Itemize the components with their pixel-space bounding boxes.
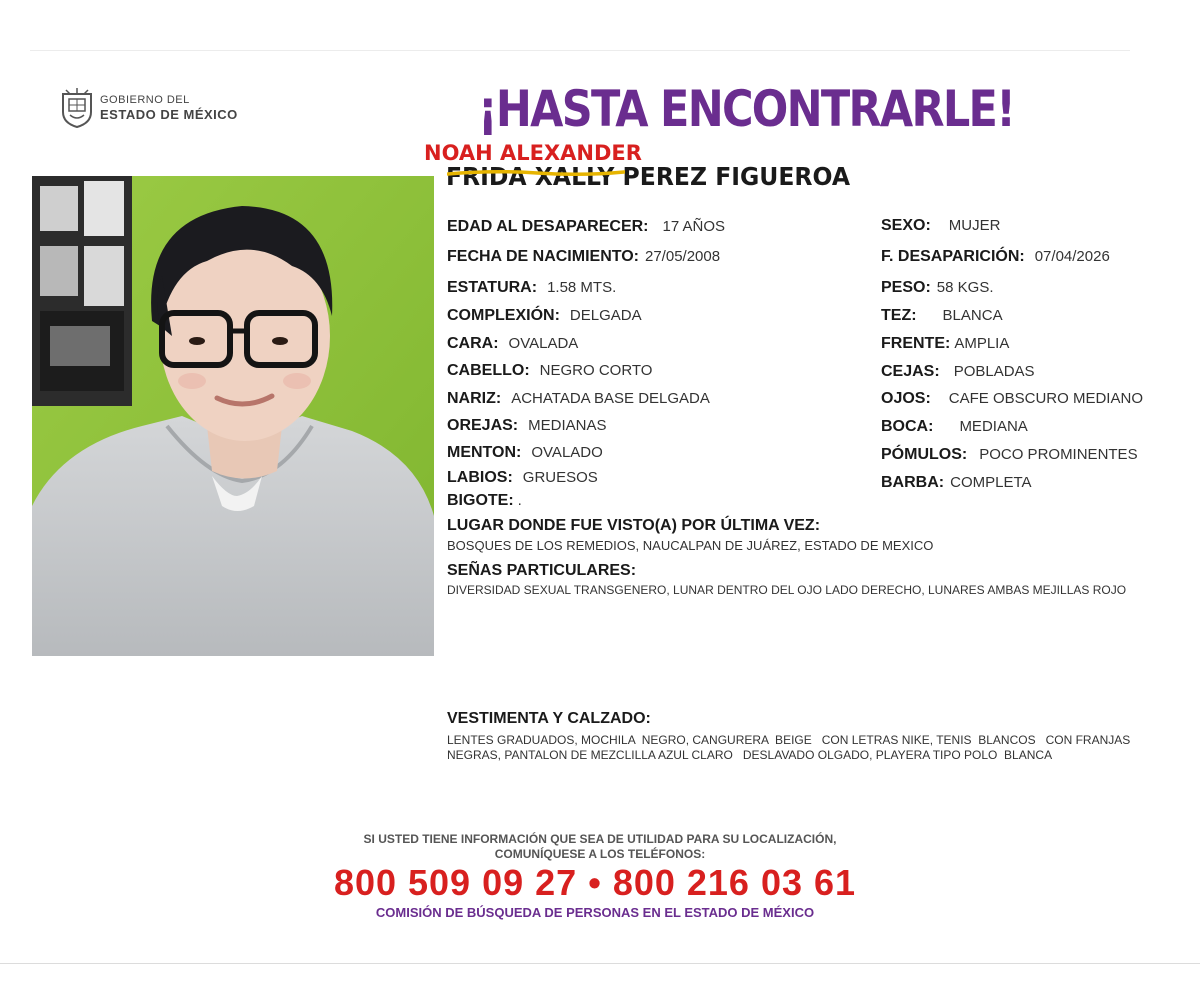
- field-label: ESTATURA:: [447, 279, 538, 296]
- particular-marks-text: DIVERSIDAD SEXUAL TRANSGENERO, LUNAR DENTRO DEL OJO LADO DERECHO, LUNARES AMBAS MEJILLAS ROJO: [447, 583, 1127, 597]
- field-complexion: [447, 307, 642, 325]
- field-value: DELGADA: [569, 307, 642, 324]
- field-value: AMPLIA: [954, 335, 1010, 352]
- particular-marks-title: SEÑAS PARTICULARES:: [447, 562, 637, 579]
- field-value: .: [517, 492, 522, 509]
- field-value: NEGRO CORTO: [539, 362, 653, 379]
- clothing-line2: NEGRAS, PANTALON DE MEZCLILLA AZUL CLARO DESLAVADO OLGADO, PLAYERA TIPO POLO BLANCA: [447, 748, 1053, 762]
- field-label: FECHA DE NACIMIENTO:: [447, 248, 639, 265]
- field-fecha-desaparicion: [881, 248, 1110, 266]
- field-value: 58 KGS.: [936, 279, 994, 296]
- field-value: 07/04/2026: [1034, 248, 1110, 265]
- field-label: FRENTE:: [881, 335, 951, 352]
- logo-line1: GOBIERNO DEL: [100, 94, 190, 106]
- field-barba: [881, 474, 1032, 492]
- last-seen-title: LUGAR DONDE FUE VISTO(A) POR ÚLTIMA VEZ:: [447, 517, 821, 534]
- last-seen-text: BOSQUES DE LOS REMEDIOS, NAUCALPAN DE JUÁREZ, ESTADO DE MEXICO: [447, 538, 934, 553]
- field-value: POBLADAS: [953, 363, 1035, 380]
- field-label: BARBA:: [881, 474, 945, 491]
- logo-line2: ESTADO DE MÉXICO: [100, 107, 238, 122]
- field-label: CARA:: [447, 335, 499, 352]
- field-label: BOCA:: [881, 418, 934, 435]
- field-cabello: [447, 362, 652, 380]
- field-edad: [447, 218, 725, 236]
- field-label: NARIZ:: [447, 390, 502, 407]
- field-value: POCO PROMINENTES: [979, 446, 1138, 463]
- field-frente: [881, 335, 1009, 353]
- field-value: 17 AÑOS: [662, 218, 726, 235]
- field-value: GRUESOS: [522, 469, 598, 486]
- field-cejas: [881, 363, 1035, 381]
- field-peso: [881, 279, 994, 297]
- field-pomulos: [881, 446, 1138, 464]
- government-logo: [60, 88, 238, 128]
- field-label: SEXO:: [881, 217, 931, 234]
- field-label: MENTON:: [447, 444, 522, 461]
- field-value: OVALADO: [531, 444, 603, 461]
- bottom-divider: [0, 963, 1200, 964]
- clothing-line1: LENTES GRADUADOS, MOCHILA NEGRO, CANGURERA BEIGE CON LETRAS NIKE, TENIS BLANCOS CON FRANJAS: [447, 733, 1131, 747]
- commission-name: COMISIÓN DE BÚSQUEDA DE PERSONAS EN EL ESTADO DE MÉXICO: [375, 905, 815, 920]
- person-photo: [32, 176, 434, 656]
- field-value: BLANCA: [942, 307, 1003, 324]
- field-value: MUJER: [948, 217, 1001, 234]
- field-value: COMPLETA: [950, 474, 1032, 491]
- field-menton: [447, 444, 603, 462]
- field-label: PESO:: [881, 279, 931, 296]
- field-fecha-nacimiento: [447, 248, 720, 266]
- field-labios: [447, 469, 598, 487]
- field-label: PÓMULOS:: [881, 446, 968, 463]
- field-value: ACHATADA BASE DELGADA: [511, 390, 710, 407]
- field-label: COMPLEXIÓN:: [447, 307, 560, 324]
- phone-1[interactable]: 800 509 09 27: [333, 862, 578, 903]
- field-label: BIGOTE:: [447, 492, 514, 509]
- field-label: OREJAS:: [447, 417, 519, 434]
- field-value: MEDIANAS: [528, 417, 607, 434]
- field-label: CABELLO:: [447, 362, 530, 379]
- info-line2: COMUNÍQUESE A LOS TELÉFONOS:: [494, 847, 706, 861]
- printed-name: FRIDA XALLY PEREZ FIGUEROA: [446, 162, 851, 191]
- clothing-title: VESTIMENTA Y CALZADO:: [447, 710, 651, 727]
- headline: ¡HASTA ENCONTRARLE!: [478, 80, 1015, 138]
- field-label: TEZ:: [881, 307, 917, 324]
- info-line1: SI USTED TIENE INFORMACIÓN QUE SEA DE UTILIDAD PARA SU LOCALIZACIÓN,: [363, 832, 837, 846]
- field-boca: [881, 418, 1028, 436]
- field-label: EDAD AL DESAPARECER:: [447, 218, 649, 235]
- field-estatura: [447, 279, 616, 297]
- field-sexo: [881, 217, 1000, 235]
- field-cara: [447, 335, 578, 353]
- field-label: CEJAS:: [881, 363, 940, 380]
- field-label: OJOS:: [881, 390, 931, 407]
- top-divider: [30, 50, 1130, 51]
- field-label: F. DESAPARICIÓN:: [881, 248, 1025, 265]
- field-value: OVALADA: [508, 335, 579, 352]
- field-label: LABIOS:: [447, 469, 513, 486]
- state-seal-icon: [60, 88, 94, 128]
- phone-numbers: [250, 862, 940, 904]
- field-value: CAFE OBSCURO MEDIANO: [948, 390, 1143, 407]
- field-ojos: [881, 390, 1143, 408]
- field-bigote: [447, 492, 522, 510]
- phone-separator: •: [588, 862, 602, 903]
- phone-2[interactable]: 800 216 03 61: [612, 862, 857, 903]
- field-value: 1.58 MTS.: [547, 279, 617, 296]
- name-strikethrough-mark: [447, 169, 625, 177]
- field-nariz: [447, 390, 710, 408]
- field-value: MEDIANA: [959, 418, 1028, 435]
- handwritten-name: NOAH ALEXANDER: [424, 141, 642, 165]
- field-orejas: [447, 417, 606, 435]
- field-tez: [881, 307, 1003, 325]
- field-value: 27/05/2008: [645, 248, 721, 265]
